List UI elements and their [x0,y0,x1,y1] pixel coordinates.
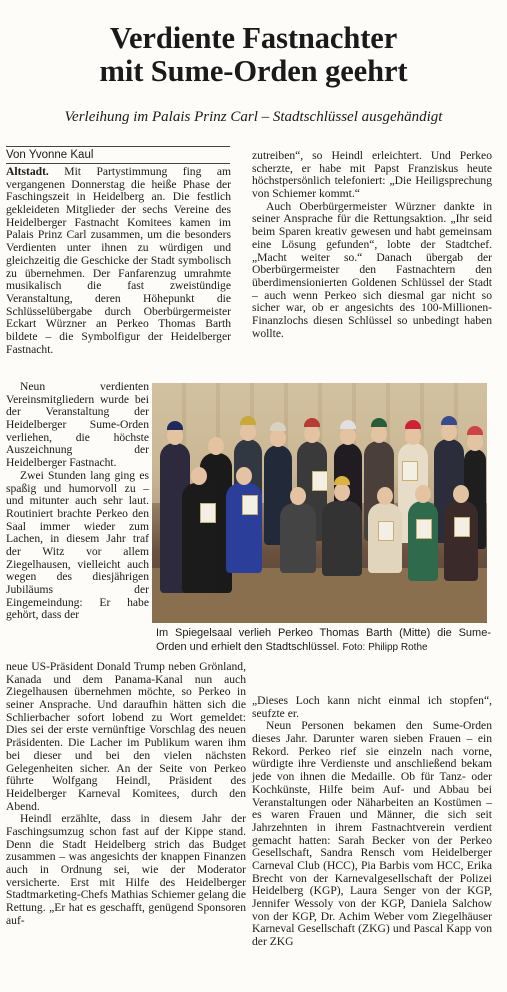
paragraph-intro: Altstadt. Mit Partystimmung fing am vergangenen Donnerstag die heiße Phase der Faschingszeit in Heidelberg an. Die festlich gekleideten Mitglieder der sechs Vereine des Heidelberger Fastnacht Komitees kamen im Palais Prinz Carl zusammen, um die besonders Verdienten unter ihnen zu würdigen und gleichzeitig die Geschicke der Stadt symbolisch zu übernehmen. Der Fanfarenzug umrahmte musikalisch die fast zweistündige Veranstaltung, deren Höhepunkt die Schlüsselübergabe durch Oberbürgermeister Eckart Würzner an Perkeo Thomas Barth bildete – die Symbolfigur der Heidelberger Fastnacht. [6,165,231,356]
paragraph-quote: „Dieses Loch kann nicht einmal ich stopfen“, seufzte er. [252,694,492,720]
byline: Von Yvonne Kaul [6,146,230,164]
headline-line-2: mit Sume-Orden geehrt [99,54,408,88]
paragraph-sponsors: zutreiben“, so Heindl erleichtert. Und Perkeo scherzte, er habe mit Papst Franziskus heute höchstpersönlich telefoniert: „Die Heiligsprechung von Schiemer kommt.“ [252,149,492,201]
subheadline: Verleihung im Palais Prinz Carl – Stadtschlüssel ausgehändigt [64,109,443,125]
dateline: Altstadt. [6,165,49,178]
paragraph-honorees: Neun Personen bekamen den Sume-Orden dieses Jahr. Darunter waren sieben Frauen – ein Rekord. Perkeo rief sie einzeln nach vorne, würdigte ihre Verdienste und anschließend bekam jede von ihnen die Medaille. Ob für Tanz- oder Kochkünste, Hilfe beim Auf- und Abbau bei Veranstaltungen oder Näharbeiten an Kostümen – es waren Frauen und Männer, die sich seit Jahrzehnten in ihrem Fastnachtverein verdient gemacht hatten: Sarah Becker von der Perkeo Gesellschaft, Sandra Rensch vom Heidelberger Carneval Club (HCC), Pia Barbis vom HCC, Erika Brecht von der Karnevalgesellschaft der Polizei Heidelberg (KGP), Laura Senger von der KGP, Jennifer Wessoly von der KGP, Daniela Salchow von der KGP, Dr. Achim Weber vom Ziegelhäuser Karneval Gesellschaft (ZKG) und Pascal Kapp von der ZKG [252,719,492,949]
headline [0,22,507,88]
column-left-narrow [6,381,149,622]
column-right-bottom [252,695,492,949]
paragraph-humor: Zwei Stunden lang ging es spaßig und humorvoll zu – und mitunter auch sehr laut. Routiniert brachte Perkeo den Saal immer wieder zum Lachen, in diesem Jahr traf der Witz vor allem Ziegelhausen, vielleicht auch wegen des diesjährigen Jubiläums der Eingemeindung: Er habe gehört, dass der [6,468,149,622]
column-left-bottom [6,661,246,927]
photo-credit: Foto: Philipp Rothe [342,642,428,653]
paragraph-trump: neue US-Präsident Donald Trump neben Grönland, Kanada und dem Panama-Kanal nun auch Ziegelhausen übernehmen möchte, so Perkeo in seiner Ansprache. Und daraufhin hätten sich die Schlierbacher sofort lobend zu Wort gemeldet: Dies sei der erste vernünftige Vorschlag des neuen Präsidenten. Die Lacher im Publikum waren ihm bei dieser und bei den vielen nächsten Gelegenheiten sicher. An der Seite von Perkeo führte Wolfgang Heindl, Präsident des Heidelberger Karneval Komitees, durch den Abend. [6,660,246,813]
headline-line-1: Verdiente Fastnachter [109,21,398,55]
group-photo [152,383,487,623]
column-left-top [6,166,231,356]
paragraph-orden: Neun verdienten Vereinsmitgliedern wurde bei der Veranstaltung der Heidelberger Sume-Orden verliehen, die höchste Auszeichnung der Heidelberger Fastnacht. [6,380,149,470]
paragraph-mayor: Auch Oberbürgermeister Würzner dankte in seiner Ansprache für die Rettungsaktion. „Ihr seid beim Sparen kreativ gewesen und habt gemeinsam eine Lösung gefunden“, lobte der Stadtchef. „Macht weiter so.“ Danach übergab der Oberbürgermeister den Fastnachtern den überdimensionierten Goldenen Schlüssel der Stadt – auch wenn Perkeo sich diesmal gar nicht so sicher war, ob er angesichts des 100-Millionen-Finanzlochs diesen Schlüssel so unbedingt haben wollte. [252,199,492,340]
paragraph-budget: Heindl erzählte, dass in diesem Jahr der Faschingsumzug schon fast auf der Kippe stand. Denn die Stadt Heidelberg strich das Budget zusammen – was angesichts der knappen Finanzen auch in Ordnung sei, wie der Moderator versicherte. Erst mit Hilfe des Heidelberger Stadtmarketing-Chefs Mathias Schiemer gelang die Rettung. „Er hat es geschafft, genügend Sponsoren auf- [6,812,246,927]
caption-text: Im Spiegelsaal verlieh Perkeo Thomas Barth (Mitte) die Sume-Orden und erhielt den Stadtschlüssel. [156,627,491,653]
photo-caption [156,626,491,655]
column-right-top [252,150,492,340]
